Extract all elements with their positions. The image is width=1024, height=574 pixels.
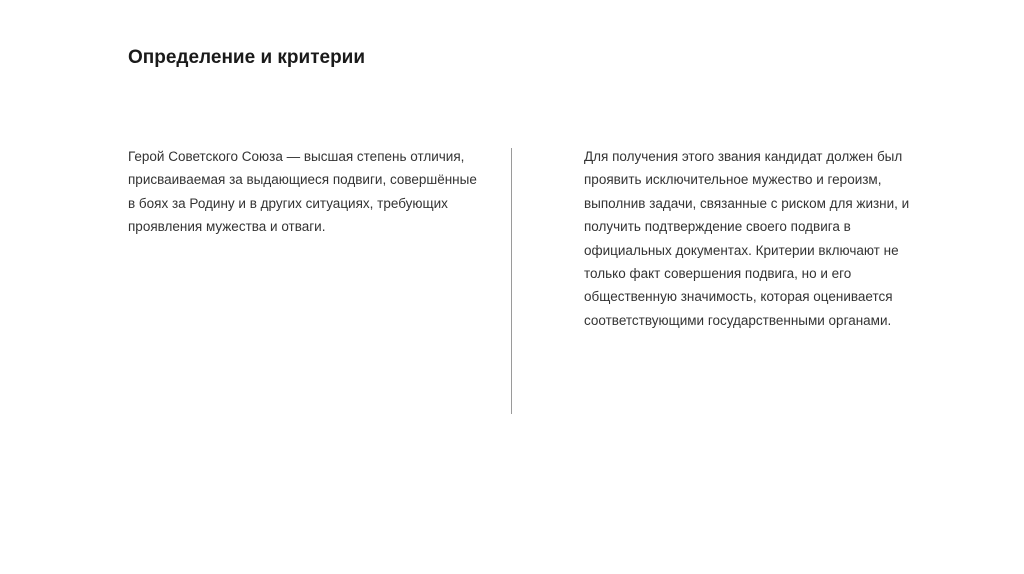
slide-title: Определение и критерии (128, 47, 366, 68)
column-divider (511, 148, 512, 414)
criteria-paragraph: Для получения этого звания кандидат должен был проявить исключительное мужество и героизм, выполнив задачи, связанные с риском для жизни, и получить подтверждение своего подвига в официальных документах. Критерии включают не только факт совершения подвига, но и его общественную значимость, которая оценивается соответствующими государственными органами. (584, 149, 910, 328)
definition-paragraph: Герой Советского Союза — высшая степень отличия, присваиваемая за выдающиеся подвиги, совершённые в боях за Родину и в других ситуациях, требующих проявления мужества и отваги. (128, 149, 477, 235)
